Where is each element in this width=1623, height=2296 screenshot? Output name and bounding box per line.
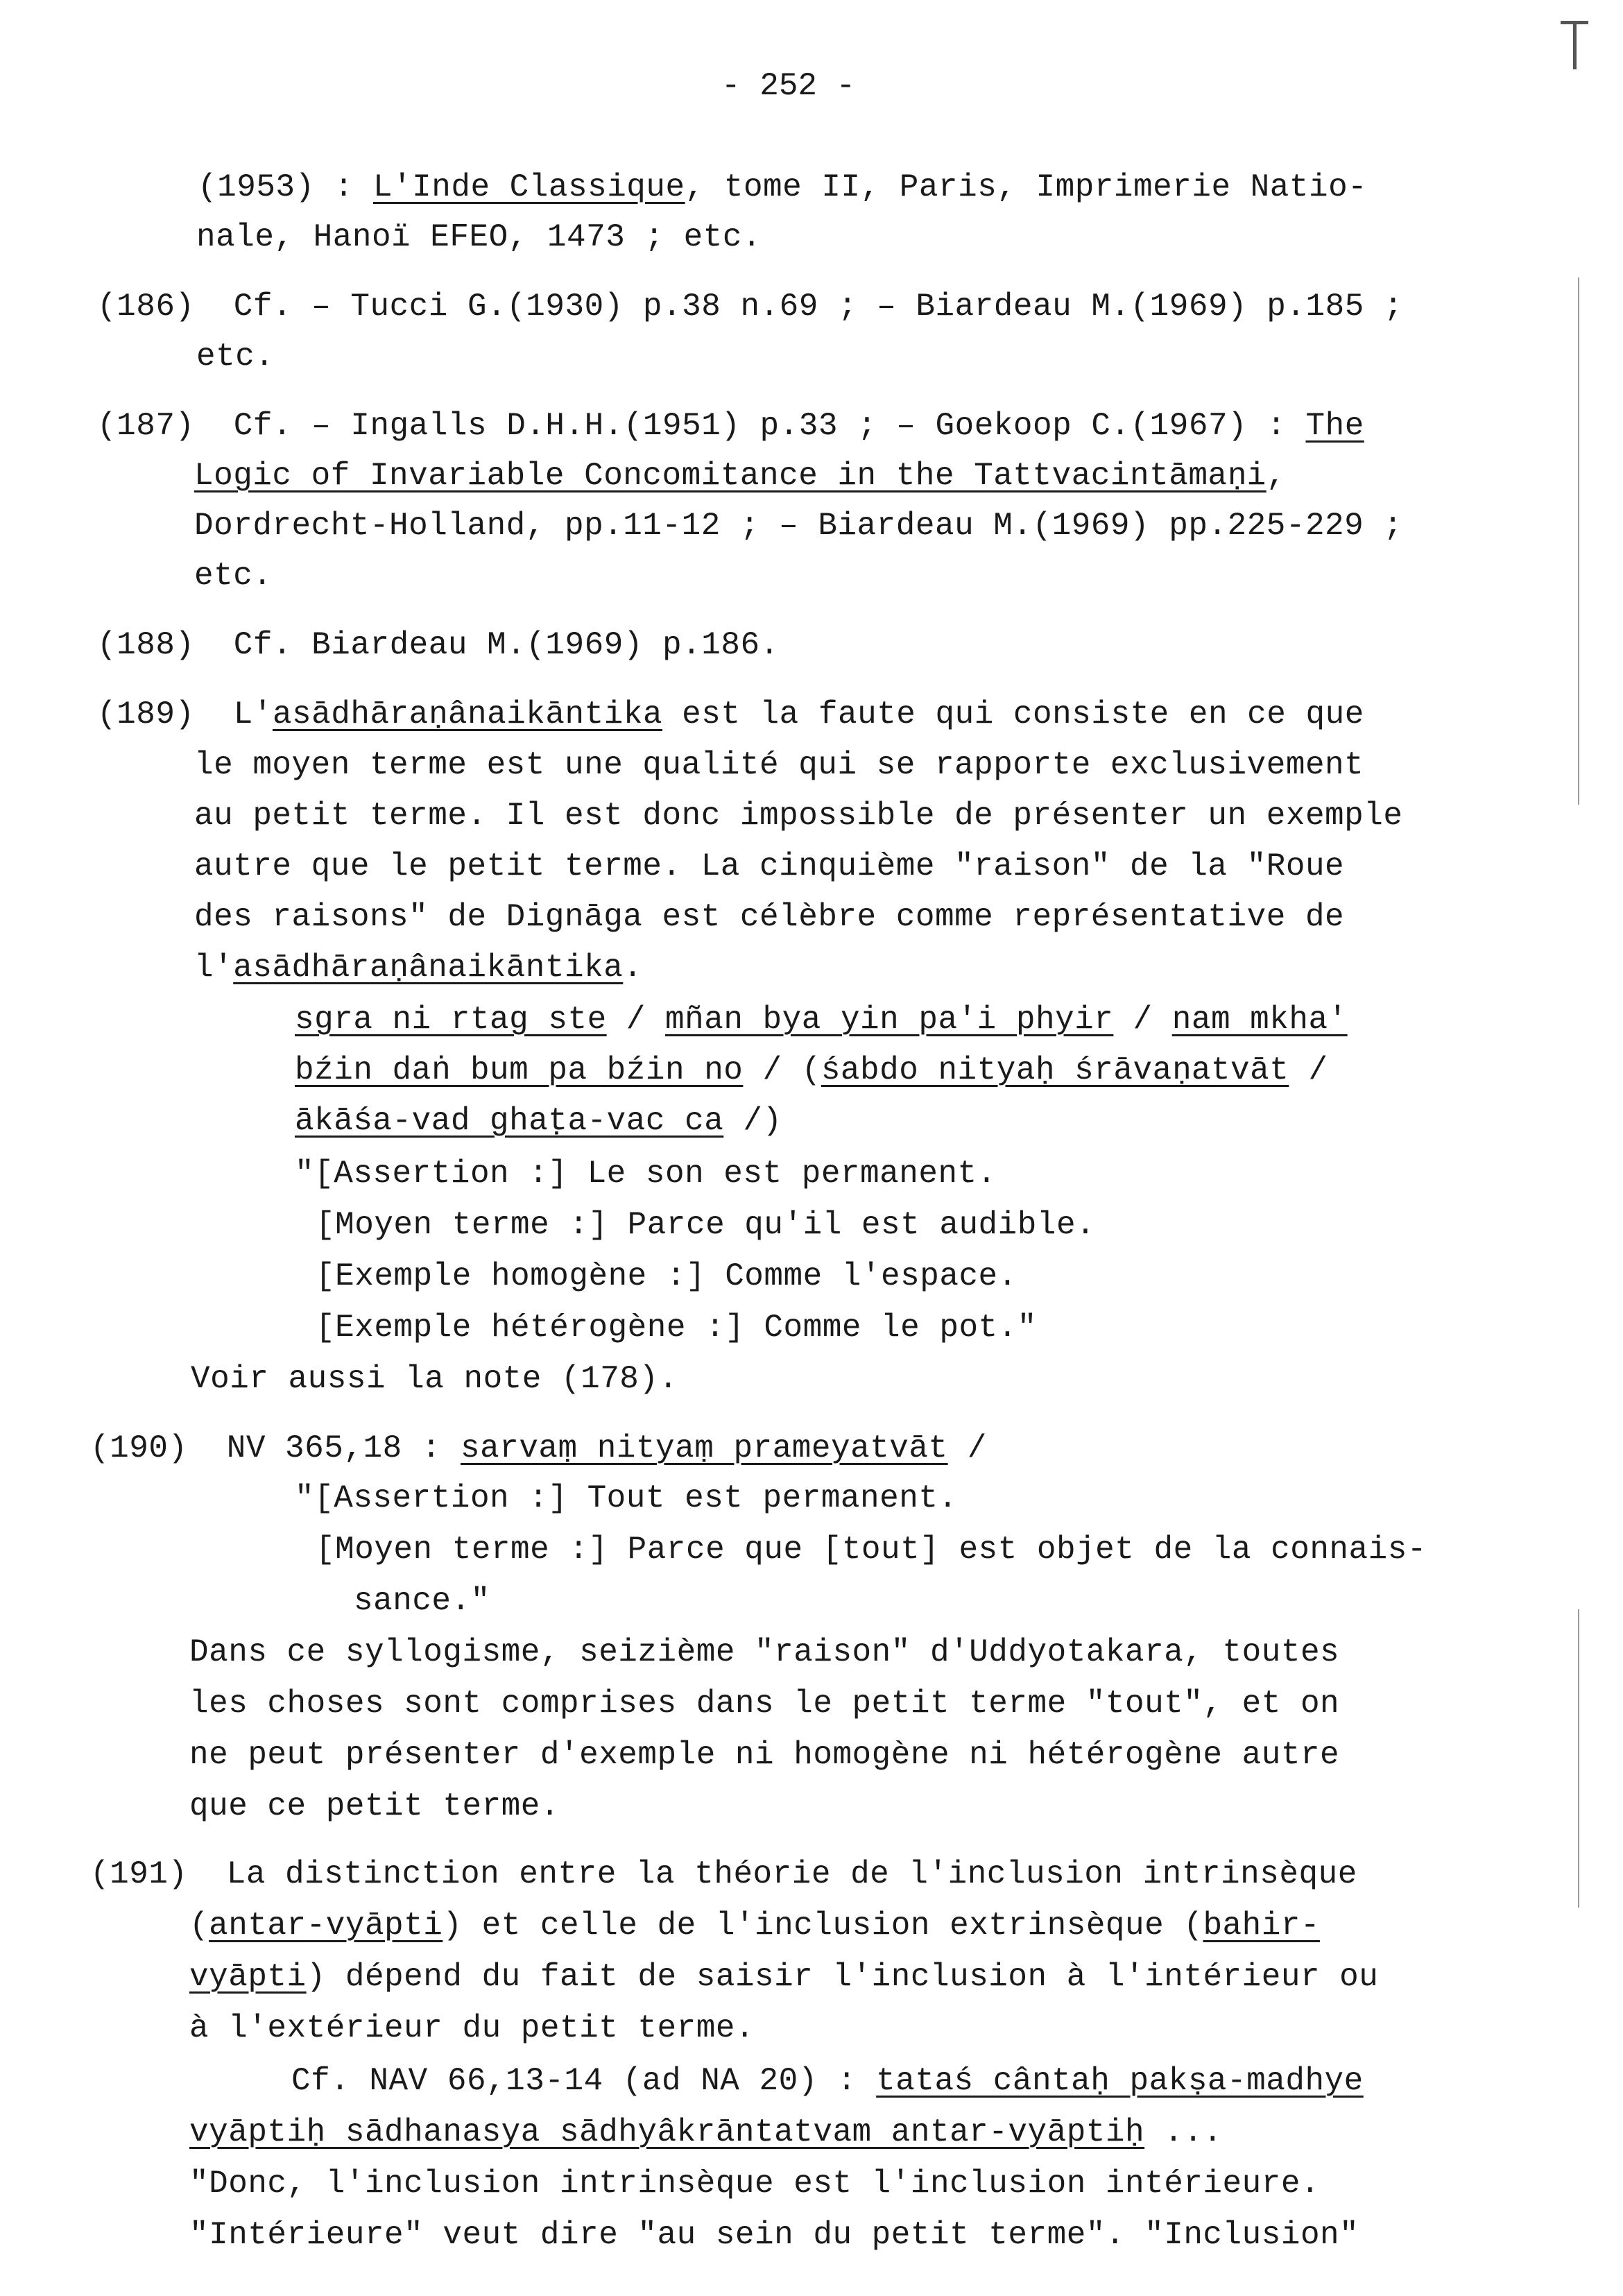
- text-segment: est la faute qui consiste en ce que: [662, 696, 1364, 733]
- text-segment: (1953) :: [198, 169, 373, 205]
- text-segment: , tome II, Paris, Imprimerie Natio-: [685, 169, 1368, 205]
- text-segment: /: [1113, 1002, 1172, 1038]
- underlined-term: The: [1305, 408, 1364, 444]
- text-segment: [Exemple hétérogène :] Comme le pot.": [316, 1310, 1037, 1346]
- text-segment: / (: [743, 1052, 821, 1088]
- text-line: [295, 1153, 997, 1194]
- text-segment: au petit terme. Il est donc impossible de présenter un exemple: [194, 798, 1403, 834]
- underlined-term: bahir-: [1203, 1908, 1321, 1944]
- text-line: [97, 286, 1403, 327]
- text-line: [194, 505, 1402, 547]
- text-segment: etc.: [196, 339, 275, 375]
- text-line: [90, 1853, 1357, 1895]
- text-segment: [Moyen terme :] Parce qu'il est audible.: [316, 1207, 1096, 1243]
- text-segment: .: [623, 950, 643, 986]
- text-segment: l': [194, 950, 234, 986]
- text-line: [316, 1529, 1427, 1570]
- text-line: [189, 2214, 1359, 2256]
- underlined-term: L'Inde Classique: [372, 169, 685, 205]
- text-segment: /: [1289, 1052, 1328, 1088]
- text-segment: [Moyen terme :] Parce que [tout] est objet de la connais-: [316, 1532, 1427, 1568]
- text-segment: /: [606, 1002, 665, 1038]
- underlined-term: asādhāraṇânaikāntika: [272, 696, 663, 733]
- text-line: [194, 947, 642, 988]
- scan-edge-mark: [1561, 21, 1588, 24]
- text-segment: ne peut présenter d'exemple ni homogène ni hétérogène autre: [189, 1737, 1340, 1773]
- text-line: [189, 1785, 560, 1827]
- text-segment: nale, Hanoï EFEO, 1473 ; etc.: [196, 219, 762, 255]
- underlined-term: vyāpti: [189, 1959, 307, 1995]
- underlined-term: bźin daṅ bum pa bźin no: [295, 1052, 744, 1088]
- text-line: [316, 1307, 1037, 1348]
- underlined-term: vyāptiḥ sādhanasya sādhyâkrāntatvam antar-vyāptiḥ: [189, 2114, 1145, 2150]
- underlined-term: tataś cântaḥ pakṣa-madhye: [876, 2063, 1364, 2099]
- text-segment: Dordrecht-Holland, pp.11-12 ; – Biardeau M.(1969) pp.225-229 ;: [194, 508, 1403, 544]
- text-segment: (186) Cf. – Tucci G.(1930) p.38 n.69 ; – Biardeau M.(1969) p.185 ;: [97, 289, 1404, 325]
- underlined-term: mñan bya yin pa'i phyir: [665, 1002, 1114, 1038]
- underlined-term: asādhāraṇânaikāntika: [233, 950, 624, 986]
- text-line: [295, 1100, 782, 1142]
- text-line: [97, 405, 1364, 447]
- text-line: [295, 1477, 958, 1519]
- text-line: [295, 999, 1348, 1040]
- text-line: [291, 2060, 1364, 2102]
- text-line: [189, 2163, 1320, 2204]
- text-line: [191, 1358, 678, 1400]
- text-line: [97, 624, 780, 666]
- text-line: [196, 216, 762, 258]
- text-segment: le moyen terme est une qualité qui se rapporte exclusivement: [194, 747, 1364, 783]
- scan-edge-mark: [1573, 21, 1577, 69]
- text-segment: etc.: [194, 558, 273, 594]
- underlined-term: sgra ni rtag ste: [295, 1002, 607, 1038]
- underlined-term: sarvaṃ nityaṃ prameyatvāt: [461, 1430, 948, 1466]
- text-line: [189, 2111, 1223, 2153]
- text-line: [194, 744, 1364, 786]
- underlined-term: antar-vyāpti: [209, 1908, 443, 1944]
- text-segment: des raisons" de Dignāga est célèbre comme représentative de: [194, 899, 1345, 935]
- text-segment: "Donc, l'inclusion intrinsèque est l'inclusion intérieure.: [189, 2166, 1321, 2202]
- text-line: [189, 1734, 1339, 1776]
- text-line: [90, 1428, 987, 1469]
- text-line: [189, 1956, 1378, 1998]
- text-segment: (187) Cf. – Ingalls D.H.H.(1951) p.33 ; – Goekoop C.(1967) :: [97, 408, 1306, 444]
- underlined-term: śabdo nityaḥ śrāvaṇatvāt: [821, 1052, 1289, 1088]
- text-segment: ...: [1144, 2114, 1223, 2150]
- page-number: - 252 -: [721, 68, 856, 104]
- text-segment: sance.": [354, 1583, 490, 1619]
- text-line: [316, 1256, 1017, 1297]
- text-segment: (188) Cf. Biardeau M.(1969) p.186.: [97, 627, 780, 663]
- text-segment: (191) La distinction entre la théorie de l'inclusion intrinsèque: [90, 1856, 1357, 1892]
- text-segment: que ce petit terme.: [189, 1788, 560, 1824]
- text-segment: ,: [1266, 458, 1286, 494]
- text-line: [194, 455, 1286, 497]
- text-line: [189, 1905, 1320, 1946]
- text-segment: ) dépend du fait de saisir l'inclusion à l'intérieur ou: [306, 1959, 1379, 1995]
- text-line: [189, 1631, 1339, 1673]
- underlined-term: ākāśa-vad ghaṭa-vac ca: [295, 1103, 724, 1139]
- text-segment: ) et celle de l'inclusion extrinsèque (: [443, 1908, 1203, 1944]
- text-segment: (: [189, 1908, 209, 1944]
- text-line: [295, 1050, 1328, 1091]
- text-line: [194, 896, 1344, 938]
- text-segment: autre que le petit terme. La cinquième "raison" de la "Roue: [194, 848, 1345, 884]
- text-line: [189, 2007, 755, 2049]
- scan-edge-mark: [1578, 1609, 1579, 1908]
- text-line: [194, 555, 272, 597]
- text-segment: /): [723, 1103, 782, 1139]
- text-segment: "[Assertion :] Le son est permanent.: [295, 1156, 997, 1192]
- text-segment: /: [947, 1430, 987, 1466]
- text-segment: les choses sont comprises dans le petit terme "tout", et on: [189, 1686, 1340, 1722]
- text-segment: Dans ce syllogisme, seizième "raison" d'Uddyotakara, toutes: [189, 1634, 1340, 1670]
- text-segment: à l'extérieur du petit terme.: [189, 2010, 755, 2046]
- text-segment: Voir aussi la note (178).: [191, 1361, 678, 1397]
- text-line: [354, 1580, 490, 1622]
- underlined-term: Logic of Invariable Concomitance in the Tattvacintāmaṇi: [194, 458, 1266, 494]
- text-segment: [Exemple homogène :] Comme l'espace.: [316, 1258, 1017, 1294]
- text-line: [97, 694, 1364, 735]
- text-segment: (190) NV 365,18 :: [90, 1430, 461, 1466]
- underlined-term: nam mkha': [1171, 1002, 1348, 1038]
- text-line: [196, 336, 274, 377]
- text-segment: "[Assertion :] Tout est permanent.: [295, 1480, 958, 1516]
- text-line: [194, 846, 1344, 887]
- text-line: [189, 1683, 1339, 1724]
- text-line: [198, 166, 1367, 208]
- text-segment: "Intérieure" veut dire "au sein du petit terme". "Inclusion": [189, 2217, 1359, 2253]
- text-segment: Cf. NAV 66,13-14 (ad NA 20) :: [291, 2063, 877, 2099]
- scan-edge-mark: [1578, 277, 1579, 805]
- text-segment: (189) L': [97, 696, 273, 733]
- text-line: [194, 795, 1402, 837]
- text-line: [316, 1204, 1095, 1246]
